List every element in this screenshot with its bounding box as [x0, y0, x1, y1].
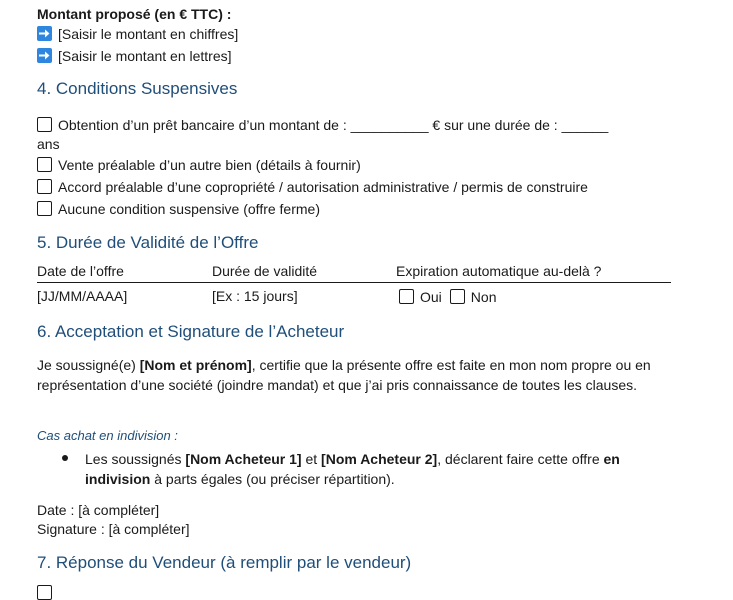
- oui-label: Oui: [420, 289, 442, 305]
- p1-name: [Nom et prénom]: [139, 357, 252, 373]
- condition-pret[interactable]: [37, 117, 608, 133]
- bullet-name-2: [Nom Acheteur 2]: [321, 451, 438, 467]
- montant-chiffres: [Saisir le montant en chiffres]: [58, 26, 239, 42]
- montant-lettres: [Saisir le montant en lettres]: [58, 48, 232, 64]
- bullet-name-1: [Nom Acheteur 1]: [185, 451, 302, 467]
- table-header-expiration: Expiration automatique au-delà ?: [396, 263, 602, 279]
- date-line: Date : [à compléter]: [37, 502, 160, 518]
- expiration-options: [399, 289, 496, 305]
- vendeur-checkbox-partial[interactable]: [37, 585, 52, 600]
- accord-label: Accord préalable d’une copropriété / autorisation administrative / permis de construire: [58, 179, 588, 195]
- vente-checkbox[interactable]: [37, 157, 52, 172]
- table-header-date: Date de l’offre: [37, 263, 124, 279]
- bullet-text-a: Les soussignés: [85, 451, 186, 467]
- table-cell-date: [JJ/MM/AAAA]: [37, 288, 128, 304]
- bullet-text-e: , déclarent faire cette offre: [437, 451, 604, 467]
- arrow-right-icon: [37, 26, 52, 41]
- bullet-indivision: en indivision: [85, 451, 620, 487]
- indivision-label: Cas achat en indivision :: [37, 428, 178, 443]
- condition-vente[interactable]: [37, 157, 361, 173]
- p1-rest: , certifie que la présente offre est faite en mon nom propre ou en représentation d’une société (joindre mandat) et que j’ai pris connaissance de toutes les clauses.: [37, 357, 651, 393]
- acceptation-paragraph: [37, 355, 667, 395]
- condition-accord[interactable]: [37, 179, 588, 195]
- non-checkbox[interactable]: [450, 289, 465, 304]
- section-6-heading: 6. Acceptation et Signature de l’Acheteur: [37, 322, 345, 341]
- bullet-text-g: à parts égales (ou préciser répartition).: [150, 471, 395, 487]
- table-header-duree: Durée de validité: [212, 263, 318, 279]
- signature-line: Signature : [à compléter]: [37, 521, 190, 537]
- montant-label: Montant proposé (en € TTC) :: [37, 6, 232, 22]
- bullet-dot: [62, 455, 68, 461]
- p1-prefix: Je soussigné(e): [37, 357, 140, 373]
- aucune-label: Aucune condition suspensive (offre ferme): [58, 201, 320, 217]
- non-label: Non: [470, 289, 497, 305]
- oui-checkbox[interactable]: [399, 289, 414, 304]
- indivision-bullet: [85, 449, 675, 489]
- pret-checkbox[interactable]: [37, 117, 52, 132]
- table-cell-duree: [Ex : 15 jours]: [212, 288, 298, 304]
- pret-label: Obtention d’un prêt bancaire d’un montant de : __________ € sur une durée de : ______: [58, 117, 609, 133]
- vente-label: Vente préalable d’un autre bien (détails à fournir): [58, 157, 361, 173]
- section-7-heading: 7. Réponse du Vendeur (à remplir par le vendeur): [37, 553, 412, 572]
- aucune-checkbox[interactable]: [37, 201, 52, 216]
- montant-lettres-line: [37, 48, 232, 64]
- condition-aucune[interactable]: [37, 201, 320, 217]
- section-5-heading: 5. Durée de Validité de l’Offre: [37, 233, 259, 252]
- section-4-heading: 4. Conditions Suspensives: [37, 79, 238, 98]
- table-header-divider: [37, 282, 671, 283]
- montant-chiffres-line: [37, 26, 238, 42]
- pret-label-continued: ans: [37, 136, 60, 152]
- accord-checkbox[interactable]: [37, 179, 52, 194]
- bullet-text-c: et: [301, 451, 322, 467]
- arrow-right-icon: [37, 48, 52, 63]
